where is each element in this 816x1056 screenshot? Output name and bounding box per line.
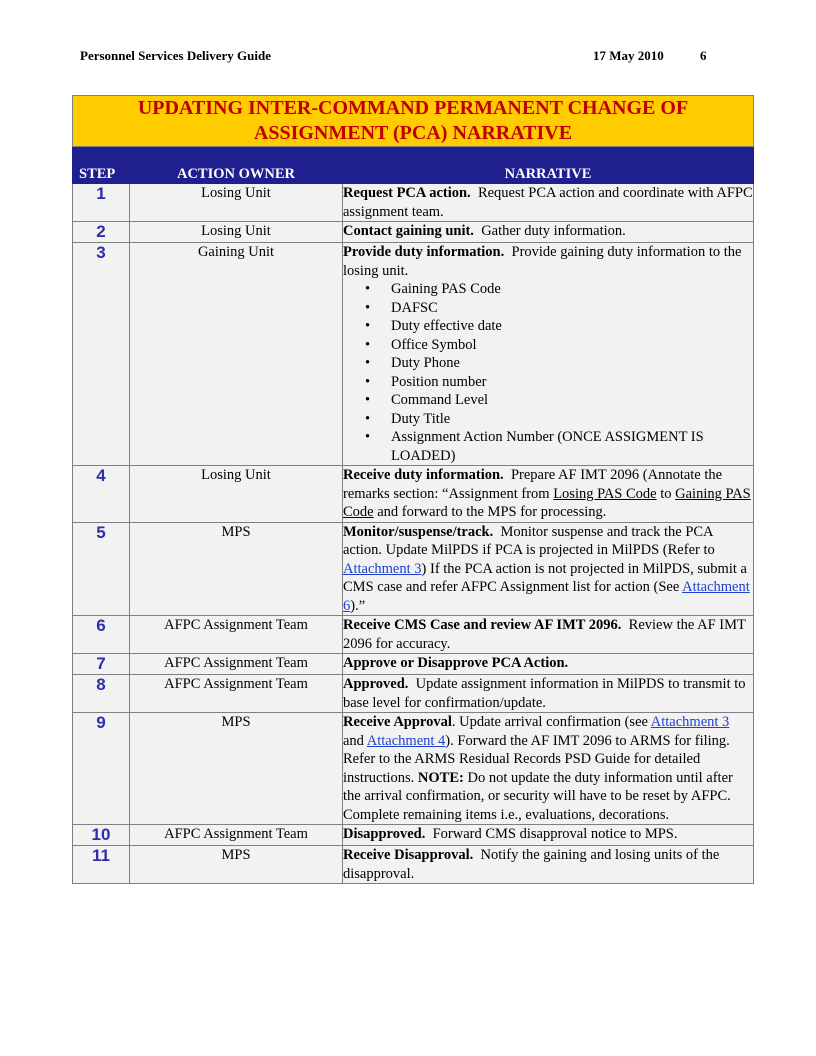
document-header-title: Personnel Services Delivery Guide: [80, 48, 271, 63]
action-owner: MPS: [130, 522, 343, 616]
list-item: • DAFSC: [365, 299, 438, 316]
list-item: • Duty effective date: [365, 318, 502, 334]
step-number: 7: [73, 654, 130, 675]
step-number: 6: [73, 616, 130, 654]
narrative-text: Notify the gaining and losing units of the disapproval.: [343, 847, 720, 882]
table-row: [73, 713, 754, 825]
table-row: [73, 616, 754, 654]
step-number: 2: [73, 222, 130, 243]
table-row: [73, 825, 754, 846]
action-owner: MPS: [130, 713, 343, 825]
attachment-3-link[interactable]: Attachment 3: [343, 560, 422, 577]
document-header-date: 17 May 2010: [593, 48, 664, 63]
action-owner: Losing Unit: [130, 466, 343, 523]
step-number: 3: [73, 243, 130, 466]
action-owner: AFPC Assignment Team: [130, 654, 343, 675]
step-number: 9: [73, 713, 130, 825]
note-label: NOTE:: [417, 769, 464, 786]
table-row: [73, 222, 754, 243]
narrative-cell: [343, 825, 754, 846]
narrative-cell: Monitor/suspense/track. Monitor suspense and track the PCA action. Update MilPDS if PCA is projected in MilPDS (Refer to Attachment 3) If the PCA action is not projected in MilPDS, submit a CMS case and refer AFPC Assignment list for action (See Attachment 6).”: [343, 522, 754, 616]
narrative-table: [72, 95, 754, 884]
narrative-lead: Disapproved.: [343, 826, 426, 842]
list-item: • Duty Title: [365, 410, 451, 427]
action-owner: MPS: [130, 846, 343, 884]
step-number: 8: [73, 675, 130, 713]
narrative-cell: Receive duty information. Prepare AF IMT 2096 (Annotate the remarks section: “Assignment from Losing PAS Code to Gaining PAS Code and forward to the MPS for processing.: [343, 466, 754, 523]
column-header-row: [73, 147, 754, 184]
step-number: 1: [73, 184, 130, 222]
narrative-lead: Receive CMS Case and review AF IMT 2096.: [343, 617, 622, 633]
table-row: [73, 522, 754, 616]
action-owner: Losing Unit: [130, 222, 343, 243]
narrative-lead: Request PCA action.: [343, 185, 471, 201]
narrative-text: Gather duty information.: [481, 223, 626, 239]
narrative-cell: [343, 243, 754, 466]
narrative-cell: Receive Approval. Update arrival confirmation (see Attachment 3 and Attachment 4). Forward the AF IMT 2096 to ARMS for filing. Refer to the ARMS Residual Records PSD Guide for detailed instructions. NOTE: Do not update the duty information until after the arrival confirmation, or security will have to be reset by AFPC. Complete remaining items i.e., evaluations, decorations.: [343, 713, 754, 825]
list-item: • Gaining PAS Code: [365, 281, 501, 297]
table-title: UPDATING INTER-COMMAND PERMANENT CHANGE OF ASSIGNMENT (PCA) NARRATIVE: [73, 96, 754, 147]
table-row: [73, 654, 754, 675]
column-header-narrative: NARRATIVE: [343, 147, 754, 184]
action-owner: AFPC Assignment Team: [130, 675, 343, 713]
narrative-cell: [343, 616, 754, 654]
gaining-pas-code: Gaining PAS Code: [343, 485, 751, 520]
list-item: • Assignment Action Number (ONCE ASSIGMENT IS LOADED): [365, 429, 704, 464]
losing-pas-code: Losing PAS Code: [553, 485, 657, 502]
column-header-owner: ACTION OWNER: [130, 147, 343, 184]
narrative-lead: Monitor/suspense/track.: [343, 523, 494, 540]
table-row: [73, 243, 754, 466]
page-number: 6: [700, 48, 707, 63]
duty-information-list: [343, 280, 753, 465]
narrative-cell: [343, 675, 754, 713]
narrative-lead: Contact gaining unit.: [343, 223, 474, 239]
narrative-text: Provide gaining duty information to the losing unit.: [343, 244, 742, 279]
column-header-step: STEP: [73, 147, 130, 184]
list-item: • Office Symbol: [365, 336, 477, 353]
step-number: 10: [73, 825, 130, 846]
step-number: 5: [73, 522, 130, 616]
table-row: [73, 846, 754, 884]
narrative-lead: Provide duty information.: [343, 244, 505, 260]
attachment-6-link[interactable]: Attachment 6: [343, 579, 750, 614]
narrative-text: Review the AF IMT 2096 for accuracy.: [343, 617, 746, 652]
action-owner: Gaining Unit: [130, 243, 343, 466]
step-number: 4: [73, 466, 130, 523]
narrative-text: Update assignment information in MilPDS to transmit to base level for confirmation/update.: [343, 676, 746, 711]
narrative-lead: Receive Disapproval.: [343, 847, 474, 863]
attachment-3-link[interactable]: Attachment 3: [650, 714, 730, 730]
action-owner: AFPC Assignment Team: [130, 616, 343, 654]
narrative-text: Forward CMS disapproval notice to MPS.: [432, 826, 678, 842]
narrative-lead: Approved.: [343, 676, 409, 692]
list-item: • Command Level: [365, 392, 489, 408]
table-row: [73, 466, 754, 523]
action-owner: AFPC Assignment Team: [130, 825, 343, 846]
narrative-lead: Receive duty information.: [343, 467, 504, 483]
narrative-cell: [343, 222, 754, 243]
attachment-4-link[interactable]: Attachment 4: [366, 732, 446, 749]
step-number: 11: [73, 846, 130, 884]
narrative-cell: [343, 846, 754, 884]
narrative-cell: [343, 184, 754, 222]
list-item: • Position number: [365, 373, 487, 390]
narrative-lead: Approve or Disapprove PCA Action.: [343, 655, 569, 671]
list-item: • Duty Phone: [365, 355, 460, 371]
action-owner: Losing Unit: [130, 184, 343, 222]
narrative-text: Request PCA action and coordinate with AFPC assignment team.: [343, 185, 753, 220]
table-row: [73, 184, 754, 222]
table-row: [73, 675, 754, 713]
narrative-cell: [343, 654, 754, 675]
narrative-lead: Receive Approval: [343, 714, 452, 730]
